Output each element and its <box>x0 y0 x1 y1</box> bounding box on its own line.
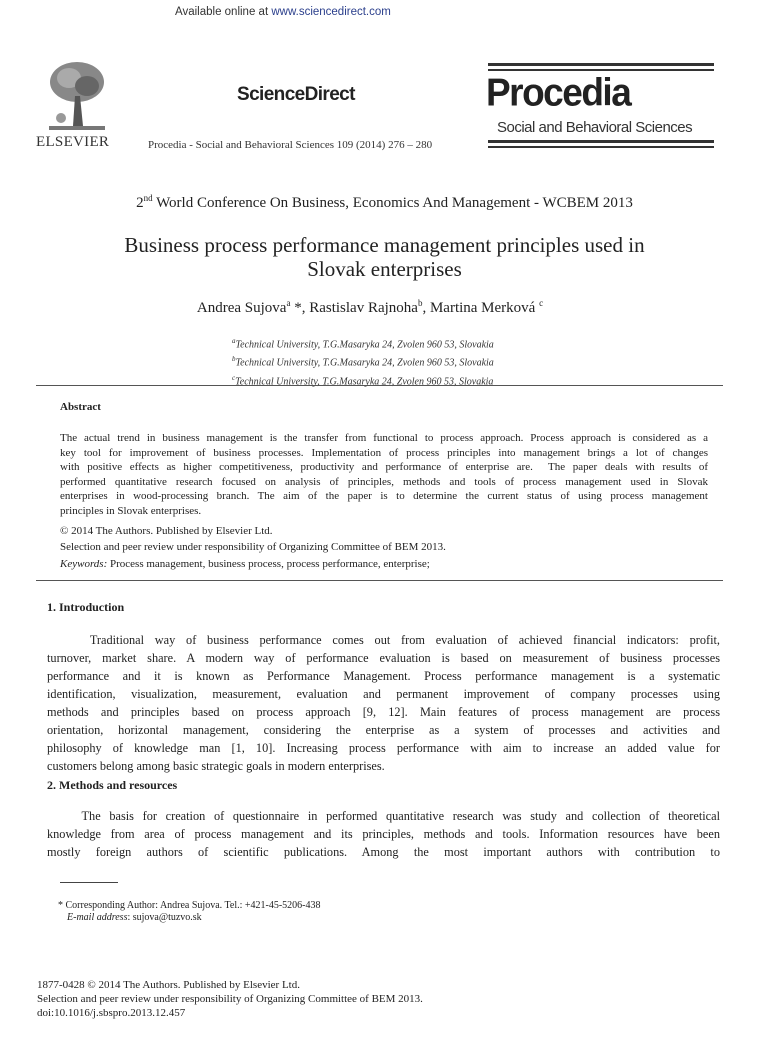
text-line: enterprises in wood-processing branch. The aim of the paper is to determine the current status of using process management <box>60 490 708 503</box>
abstract-heading: Abstract <box>60 401 101 413</box>
text-line: key tool for improvement of business processes. Implementation of process principles into management brings a lot of changes <box>60 446 708 459</box>
procedia-subtitle: Social and Behavioral Sciences <box>497 119 693 136</box>
elsevier-tree-icon <box>47 60 107 132</box>
elsevier-logo <box>30 60 120 150</box>
procedia-bottom-rule-2 <box>488 146 714 148</box>
text-line: performance and it is known as Performance Management. Process performance management is a systematic <box>47 669 720 683</box>
footer-doi[interactable]: doi:10.1016/j.sbspro.2013.12.457 <box>37 1007 186 1019</box>
footnote-rule <box>60 882 118 883</box>
text-line: philosophy of knowledge man [1, 10]. Increasing process performance with aim to increase an added value for <box>47 741 720 755</box>
section-body-introduction <box>47 631 720 775</box>
author: Rastislav Rajnoha$^b$, <box>309 298 430 316</box>
text-line: with positive effects as higher competitiveness, productivity and performance of enterprise are. The paper deals with results of <box>60 461 708 474</box>
text-line: The basis for creation of questionnaire in performed quantitative research was study and collection of theoretical <box>47 809 720 823</box>
footnote-corresponding: * Corresponding Author: Andrea Sujova. Tel.: +421-45-5206-438 <box>58 900 321 911</box>
procedia-bottom-rule <box>488 140 714 143</box>
affiliation: $^c$Technical University, T.G.Masaryka 24, Zvolen 960 53, Slovakia <box>232 373 494 387</box>
paper-title: Business process performance management principles used in Slovak enterprises <box>124 233 645 281</box>
elsevier-wordmark: ELSEVIER <box>36 134 110 150</box>
text-line: orientation, horizontal management, considering the enterprise as a system of processes and activities and <box>47 723 720 737</box>
conference-line: 2nd World Conference On Business, Economics And Management - WCBEM 2013 <box>136 193 633 211</box>
text-line: principles in Slovak enterprises. <box>60 504 202 517</box>
footer-selection: Selection and peer review under responsibility of Organizing Committee of BEM 2013. <box>37 993 423 1005</box>
affiliations <box>232 334 494 389</box>
procedia-top-rule <box>488 63 714 66</box>
section-heading-introduction: 1. Introduction <box>47 600 125 614</box>
abstract-selection: Selection and peer review under responsibility of Organizing Committee of BEM 2013. <box>60 541 446 553</box>
author: Andrea Sujova$^a$ *, <box>196 298 310 316</box>
divider-top <box>36 385 723 386</box>
text-line: identification, visualization, measurement, evaluation and permanent improvement of company processes using <box>47 687 720 701</box>
sciencedirect-logo: ScienceDirect <box>237 84 355 105</box>
procedia-title: Procedia <box>486 70 631 114</box>
abstract-body <box>60 431 708 519</box>
text-line: methods and principles based on process approach [9, 12]. Main features of process management are process <box>47 705 720 719</box>
keywords: Keywords: Process management, business process, process performance, enterprise; <box>60 558 430 570</box>
text-line: customers belong among basic strategic goals in modern enterprises. <box>47 759 385 773</box>
text-line: The actual trend in business management is the transfer from functional to process approach. Process approach is considered as a <box>60 432 708 444</box>
divider-bottom <box>36 580 723 581</box>
abstract-copyright: © 2014 The Authors. Published by Elsevier Ltd. <box>60 525 273 537</box>
text-line: performed quantitative research focused on analysis of principles, methods and tools of process management used in Slovak <box>60 475 708 488</box>
affiliation: $^b$Technical University, T.G.Masaryka 24, Zvolen 960 53, Slovakia <box>232 355 494 369</box>
author: Martina Merková $^c$ <box>429 298 544 316</box>
affiliation: $^a$Technical University, T.G.Masaryka 24, Zvolen 960 53, Slovakia <box>232 337 494 351</box>
authors <box>0 298 740 317</box>
section-heading-methods: 2. Methods and resources <box>47 778 178 792</box>
footnote-email: E-mail address: sujova@tuzvo.sk <box>67 912 202 923</box>
sciencedirect-link[interactable]: www.sciencedirect.com <box>271 6 391 18</box>
text-line: Traditional way of business performance comes out from evaluation of achieved financial indicators: profit, <box>47 633 720 647</box>
text-line: mostly foreign authors of scientific publications. Among the most important authors with contribution to <box>47 845 720 859</box>
footer-issn: 1877-0428 © 2014 The Authors. Published by Elsevier Ltd. <box>37 979 300 991</box>
footer <box>37 978 423 1020</box>
text-line: knowledge from area of process management and its principles, methods and tools. Information resources have been <box>47 827 720 841</box>
journal-reference: Procedia - Social and Behavioral Sciences 109 (2014) 276 – 280 <box>148 139 433 151</box>
available-online-text: Available online at www.sciencedirect.com <box>175 6 391 18</box>
text-line: turnover, market share. A modern way of performance evaluation is based on measurement of business processes <box>47 651 720 665</box>
section-body-methods <box>47 807 720 861</box>
